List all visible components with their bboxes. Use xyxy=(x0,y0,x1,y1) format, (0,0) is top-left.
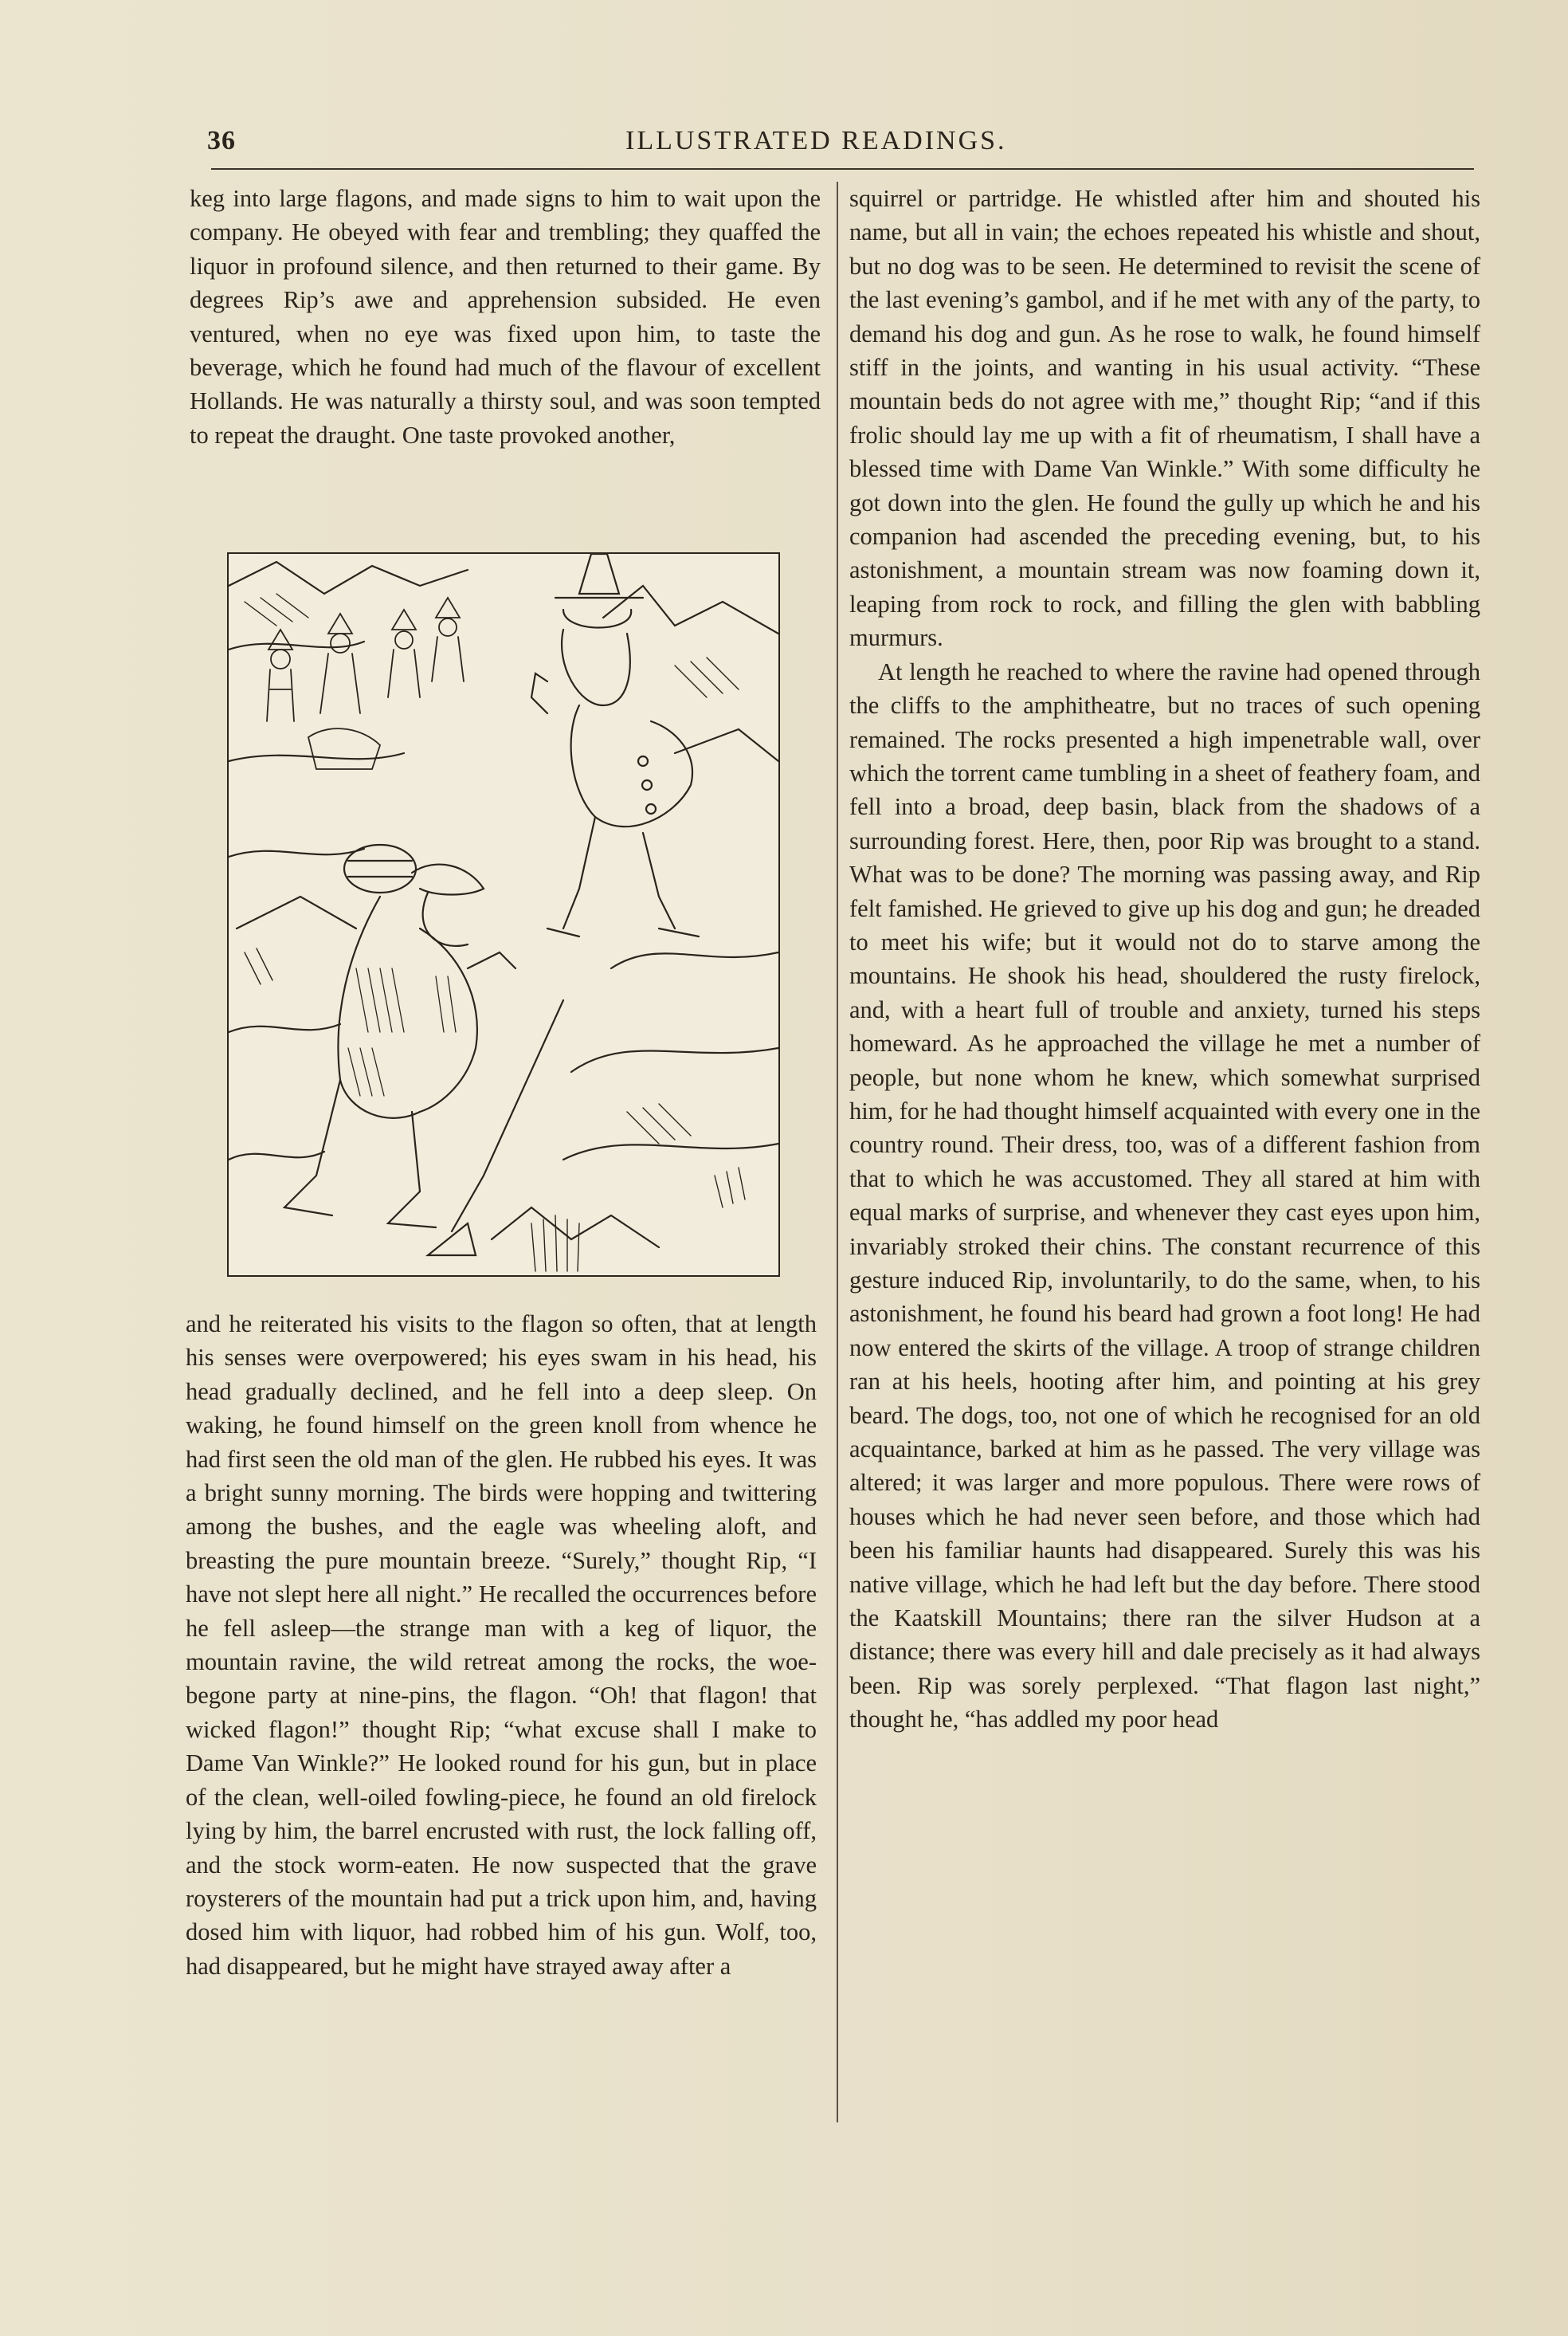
right-column-paragraph-2: At length he reached to where the ravine had opened through the cliffs to the amphitheatre, but no traces of such opening remained. The rocks presented a high impenetrable wall, over which the torrent came tumbling in a sheet of feathery foam, and fell into a broad, deep basin, black from the shadows of a surrounding forest. Here, then, poor Rip was brought to a stand. What was to be done? The morning was passing away, and Rip felt famished. He grieved to give up his dog and gun; he dreaded to meet his wife; but it would not do to starve among the mountains. He shook his head, shouldered the rusty firelock, and, with a heart full of trouble and anxiety, turned his steps homeward. As he approached the village he met a number of people, but none whom he knew, which somewhat surprised him, for he had thought himself acquainted with every one in the country round. Their dress, too, was of a different fashion from that to which he was accustomed. They all stared at him with equal marks of surprise, and whenever they cast eyes upon him, invariably stroked their chins. The constant recurrence of this gesture induced Rip, involuntarily, to do the same, when, to his astonishment, he found his beard had grown a foot long! He had now entered the skirts of the village. A troop of strange children ran at his heels, hooting after him, and pointing at his grey beard. The dogs, too, not one of which he recognised for an old acquaintance, barked at him as he passed. The very village was altered; it was larger and more populous. There were rows of houses which he had never seen before, and those which had been his familiar haunts had disappeared. Surely this was his native village, which he had left but the day before. There stood the Kaatskill Mountains; there ran the silver Hudson at a distance; there was every hill and dale precisely as it had always been. Rip was sorely perplexed. “That flagon last night,” thought he, “has addled my poor head xyxy=(849,658,1480,1733)
illustration xyxy=(227,552,780,1277)
column-divider xyxy=(837,182,838,2122)
right-column-paragraph-1: squirrel or partridge. He whistled after him and shouted his name, but all in vain; the echoes repeated his whistle and shout, but no dog was to be seen. He determined to revisit the scene of the last evening’s gambol, and if he met with any of the party, to demand his dog and gun. As he rose to walk, he found himself stiff in the joints, and wanting in his usual activity. “These mountain beds do not agree with me,” thought Rip; “and if this frolic should lay me up with a fit of rheumatism, I shall have a blessed time with Dame Van Winkle.” With some difficulty he got down into the glen. He found the gully up which he and his companion had ascended the preceding evening, but, to his astonishment, a mountain stream was now foaming down it, leaping from rock to rock, and filling the glen with babbling murmurs. xyxy=(849,185,1480,652)
left-column-top xyxy=(190,182,821,452)
left-column-bottom xyxy=(186,1307,817,1983)
running-head: ILLUSTRATED READINGS. xyxy=(625,126,1007,155)
header-rule xyxy=(211,168,1474,170)
page-header xyxy=(199,126,1474,174)
left-column-bottom-text: and he reiterated his visits to the flagon so often, that at length his senses were overpowered; his eyes swam in his head, his head gradually declined, and he fell into a deep sleep. On waking, he found himself on the green knoll from whence he had first seen the old man of the glen. He rubbed his eyes. It was a bright sunny morning. The birds were hopping and twittering among the bushes, and the eagle was wheeling aloft, and breasting the pure mountain breeze. “Surely,” thought Rip, “I have not slept here all night.” He recalled the occurrences before he fell asleep—the strange man with a keg of liquor, the mountain ravine, the wild retreat among the rocks, the woe-begone party at nine-pins, the flagon. “Oh! that flagon! that wicked flagon!” thought Rip; “what excuse shall I make to Dame Van Winkle?” He looked round for his gun, but in place of the clean, well-oiled fowling-piece, he found an old firelock lying by him, the barrel encrusted with rust, the lock falling off, and the stock worm-eaten. He now suspected that the grave roysterers of the mountain had put a trick upon him, and, having dosed him with liquor, had robbed him of his gun. Wolf, too, had disappeared, but he might have strayed away after a xyxy=(186,1310,817,1980)
right-column xyxy=(849,182,1480,1737)
left-column-top-text: keg into large flagons, and made signs to him to wait upon the company. He obeyed with fear and trembling; they quaffed the liquor in profound silence, and then returned to their game. By degrees Rip’s awe and apprehension subsided. He even ventured, when no eye was fixed upon him, to taste the beverage, which he found had much of the flavour of excellent Hollands. He was naturally a thirsty soul, and was soon tempted to repeat the draught. One taste provoked another, xyxy=(190,185,821,449)
illustration-engraving xyxy=(229,554,778,1275)
page-number: 36 xyxy=(207,126,236,155)
